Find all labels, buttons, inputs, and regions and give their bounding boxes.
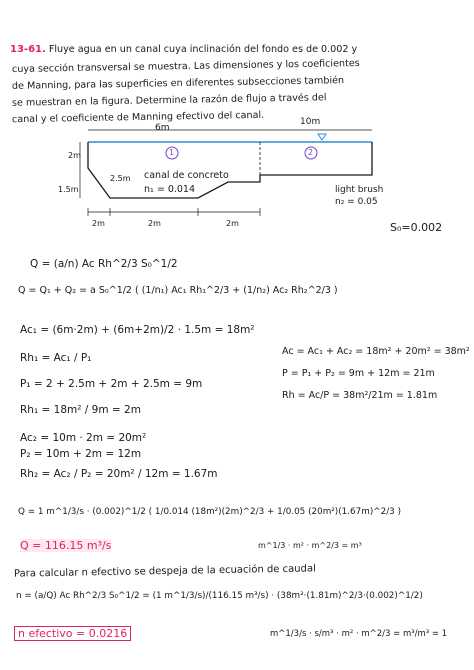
neff-result-value: n efectivo = 0.0216: [14, 626, 131, 641]
sum-equation: Q = Q₁ + Q₂ = a S₀^1/2 ( (1/n₁) Ac₁ Rh₁^2/3 + (1/n₂) Ac₂ Rh₂^2/3 ): [18, 285, 338, 296]
problem-line-5: canal y el coeficiente de Manning efectivo del canal.: [11, 109, 265, 126]
n1-label: n₁ = 0.014: [144, 184, 196, 195]
dim-top-left: 6m: [155, 123, 170, 133]
problem-line-3: de Manning, para las superficies en diferentes subsecciones también: [11, 75, 345, 92]
problem-line-2: cuya sección transversal se muestra. Las dimensiones y los coeficientes: [11, 57, 360, 76]
dim-bottom-2: 2m: [148, 219, 161, 228]
dim-left-lower: 1.5m: [58, 185, 79, 194]
ac1-equation: Ac₁ = (6m·2m) + (6m+2m)/2 · 1.5m = 18m²: [20, 324, 255, 336]
rh1-equation: Rh₁ = 18m² / 9m = 2m: [20, 404, 141, 416]
problem-number: 13-61.: [10, 44, 46, 55]
label-brush: light brush: [335, 185, 384, 195]
ac2-equation: Ac₂ = 10m · 2m = 20m²: [20, 432, 147, 444]
dim-bottom-3: 2m: [226, 219, 239, 228]
neff-title: Para calcular n efectivo se despeja de la ecuación de caudal: [13, 563, 316, 580]
rh-total-equation: Rh = Ac/P = 38m²/21m = 1.81m: [282, 390, 438, 401]
problem-line-1: Fluye agua en un canal cuya inclinación del fondo es de 0.002 y: [48, 44, 358, 55]
slope-label: S₀=0.002: [390, 221, 443, 234]
q-result: [20, 540, 111, 552]
rh1-definition: Rh₁ = Ac₁ / P₁: [20, 352, 92, 364]
dim-slope: 2.5m: [110, 174, 131, 183]
rh2-equation: Rh₂ = Ac₂ / P₂ = 20m² / 12m = 1.67m: [20, 468, 218, 480]
p1-equation: P₁ = 2 + 2.5m + 2m + 2.5m = 9m: [20, 378, 203, 390]
dim-bottom-1: 2m: [92, 219, 105, 228]
units-check-1: m^1/3 · m² · m^2/3 = m³: [258, 541, 362, 550]
problem-statement: [10, 44, 357, 56]
n2-label: n₂ = 0.05: [335, 197, 378, 207]
p-total-equation: P = P₁ + P₂ = 9m + 12m = 21m: [282, 368, 435, 379]
section-2-label: 2: [308, 148, 314, 157]
label-concrete: canal de concreto: [144, 170, 229, 181]
p2-equation: P₂ = 10m + 2m = 12m: [20, 448, 142, 460]
units-check-2: m^1/3/s · s/m³ · m² · m^2/3 = m³/m³ = 1: [270, 629, 448, 639]
q-result-value: Q = 116.15 m³/s: [20, 539, 112, 552]
q-substitution: Q = 1 m^1/3/s · (0.002)^1/2 ( 1/0.014 (18m²)(2m)^2/3 + 1/0.05 (20m²)(1.67m)^2/3 ): [18, 507, 402, 517]
manning-equation: Q = (a/n) Ac Rh^2/3 S₀^1/2: [30, 258, 178, 270]
dim-left-upper: 2m: [68, 151, 81, 160]
dim-top-right: 10m: [300, 117, 321, 127]
section-1-label: 1: [169, 148, 175, 157]
ac-total-equation: Ac = Ac₁ + Ac₂ = 18m² + 20m² = 38m²: [282, 346, 470, 357]
neff-result: [14, 628, 131, 640]
neff-equation: n = (a/Q) Ac Rh^2/3 S₀^1/2 = (1 m^1/3/s)/(116.15 m³/s) · (38m²·(1.81m)^2/3·(0.002)^1/2): [16, 591, 423, 601]
problem-line-4: se muestran en la figura. Determine la razón de flujo a través del: [11, 92, 327, 109]
